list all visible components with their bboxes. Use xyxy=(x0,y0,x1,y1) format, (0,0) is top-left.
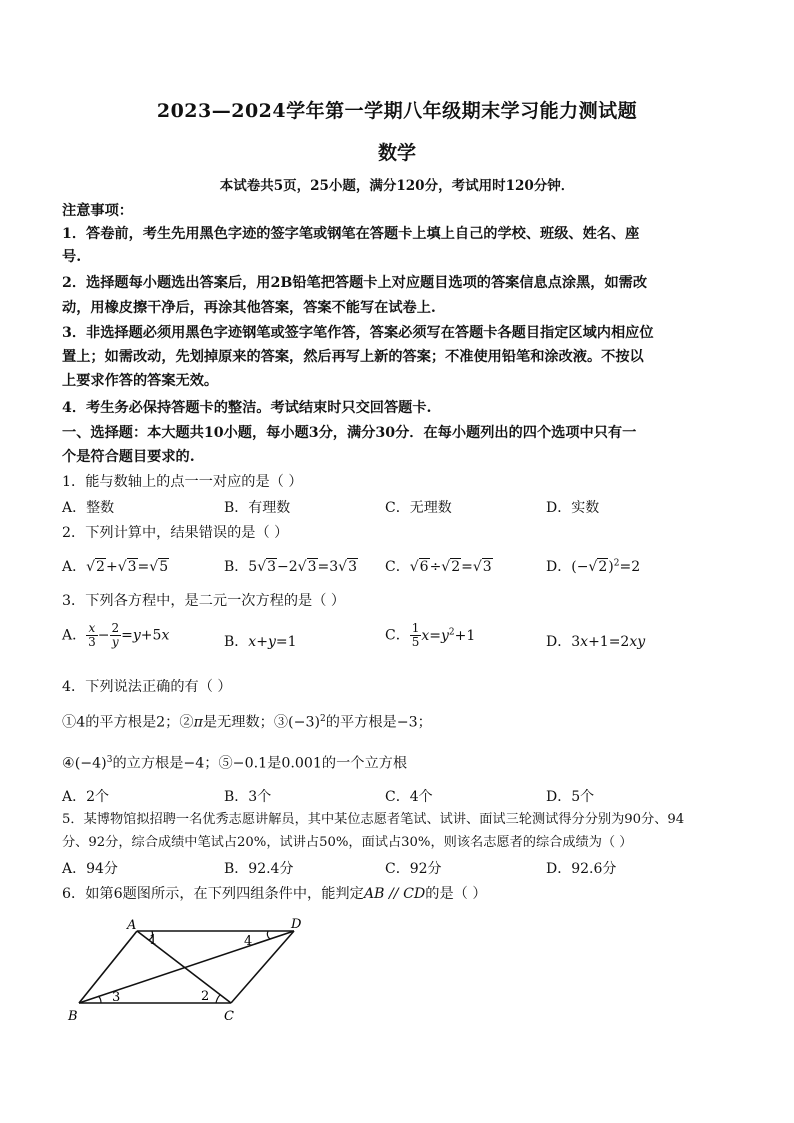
angle-2-label: 2 xyxy=(201,989,210,1004)
q5-option-c: C．92分 xyxy=(385,861,442,877)
q1-stem: 1．能与数轴上的点一一对应的是（ ） xyxy=(62,474,303,490)
label-d: D xyxy=(291,917,302,932)
q6-stem-c: 的是（ ） xyxy=(425,886,487,902)
q3-option-b-label: B． xyxy=(224,634,249,650)
label-a: A xyxy=(127,918,137,933)
q5-option-d: D．92.6分 xyxy=(546,861,617,877)
notice-item4: 4．考生务必保持答题卡的整洁。考试结束时只交回答题卡. xyxy=(62,400,432,416)
q1-option-d: D．实数 xyxy=(546,500,600,516)
q3-option-d: D．3x+1=2xy xyxy=(546,634,646,650)
angle-3-label: 3 xyxy=(112,990,121,1005)
angle-4-label: 4 xyxy=(244,934,253,949)
q6-stem-a: 6．如第6题图所示，在下列四组条件中，能判定 xyxy=(62,886,364,902)
q2-option-a-label: A． xyxy=(62,559,87,575)
arc-angle3 xyxy=(98,996,101,1003)
q2-option-d-label: D． xyxy=(546,559,572,575)
q3-option-c: C． $\frac{1}{5}$ $x=y^2+1$ xyxy=(385,621,476,649)
q3-option-d-label: D． xyxy=(546,634,572,650)
q5-line1: 5．某博物馆拟招聘一名优秀志愿讲解员，其中某位志愿者笔试、试讲、面试三轮测试得分分别为90分、94 xyxy=(62,812,685,827)
notice-item1-line1: 1．答卷前，考生先用黑色字迹的签字笔或钢笔在答题卡上填上自己的学校、班级、姓名、座 xyxy=(62,226,640,242)
arc-angle2 xyxy=(216,995,220,1003)
q5-option-a: A．94分 xyxy=(62,861,118,877)
q2-option-a: A．√2+√3=√5 xyxy=(62,559,169,575)
exam-title: 2023—2024学年第一学期八年级期末学习能力测试题 xyxy=(156,100,638,122)
q4-s2: ④ xyxy=(62,755,75,772)
q1-option-c: C．无理数 xyxy=(385,500,452,516)
q3-option-b: B．x+y=1 xyxy=(224,634,297,650)
q3-stem: 3．下列各方程中，是二元一次方程的是（ ） xyxy=(62,593,346,609)
q4-s1c: 的平方根是−3； xyxy=(325,714,432,731)
q4-s2b: 的立方根是−4；⑤−0.1是0.001的一个立方根 xyxy=(112,755,408,772)
q3-option-a-label: A． xyxy=(62,627,87,644)
q4-s1: ①4的平方根是2；② xyxy=(62,714,194,731)
q4-statement-2: $④(-4)^3$的立方根是−4；⑤−0.1是0.001的一个立方根 xyxy=(62,755,408,772)
notice-item2-line2: 动，用橡皮擦干净后，再涂其他答案，答案不能写在试卷上. xyxy=(62,300,436,316)
q3-option-c-label: C． xyxy=(385,627,410,644)
q6-figure-parallelogram xyxy=(60,912,320,1032)
q2-option-b: B．5√3−2√3=3√3 xyxy=(224,559,358,575)
notice-item1-line2: 号. xyxy=(62,249,82,265)
exam-info: 本试卷共5页，25小题，满分120分，考试用时120分钟． xyxy=(219,178,575,194)
exam-subject: 数学 xyxy=(377,142,416,164)
section1-line1: 一、选择题：本大题共10小题，每小题3分，满分30分．在每小题列出的四个选项中只有一 xyxy=(62,425,637,441)
notice-item2-line1: 2．选择题每小题选出答案后，用2B铅笔把答题卡上对应题目选项的答案信息点涂黑，如需改 xyxy=(62,275,648,291)
angle-1-label: 1 xyxy=(149,933,158,948)
q4-option-c: C．4个 xyxy=(385,789,433,805)
q4-option-b: B．3个 xyxy=(224,789,272,805)
q2-stem: 2．下列计算中，结果错误的是（ ） xyxy=(62,525,289,541)
q1-option-a: A．整数 xyxy=(62,500,115,516)
label-b: B xyxy=(68,1009,78,1024)
q6-stem xyxy=(62,883,734,905)
q4-statement-1: ①4的平方根是2；②π是无理数；$③(-3)^2$的平方根是−3； xyxy=(62,714,432,731)
label-c: C xyxy=(224,1009,234,1024)
q2-option-c-label: C． xyxy=(385,559,410,575)
notice-item3-line2: 置上；如需改动，先划掉原来的答案，然后再写上新的答案；不准使用铅笔和涂改液。不按以 xyxy=(62,349,644,365)
arc-angle4 xyxy=(267,931,270,939)
q2-option-d: D．$(-√2)^2=2$ xyxy=(546,558,641,575)
q6-stem-b: AB // CD xyxy=(363,886,426,902)
q4-stem: 4．下列说法正确的有（ ） xyxy=(62,679,232,695)
q1-option-b: B．有理数 xyxy=(224,500,291,516)
q4-s1b: 是无理数；③ xyxy=(202,714,289,731)
q2-option-c: C．√6÷√2=√3 xyxy=(385,559,492,575)
notice-item3-line1: 3．非选择题必须用黑色字迹钢笔或签字笔作答，答案必须写在答题卡各题目指定区域内相应位 xyxy=(62,325,654,341)
section1-line2: 个是符合题目要求的. xyxy=(62,449,195,465)
q5-option-b: B．92.4分 xyxy=(224,861,294,877)
q4-option-a: A．2个 xyxy=(62,789,110,805)
notice-item3-line3: 上要求作答的答案无效。 xyxy=(62,373,219,389)
side-ab xyxy=(79,931,137,1003)
q5-line2: 分、92分，综合成绩中笔试占20%，试讲占50%，面试占30%，则该名志愿者的综合成绩为（ ） xyxy=(62,835,633,850)
notice-heading: 注意事项： xyxy=(62,203,133,219)
q4-option-d: D．5个 xyxy=(546,789,595,805)
q3-option-a: A． $\frac{x}{3}$ − $\frac{2}{y}$ =y+5x xyxy=(62,621,170,649)
q2-option-b-label: B． xyxy=(224,559,249,575)
